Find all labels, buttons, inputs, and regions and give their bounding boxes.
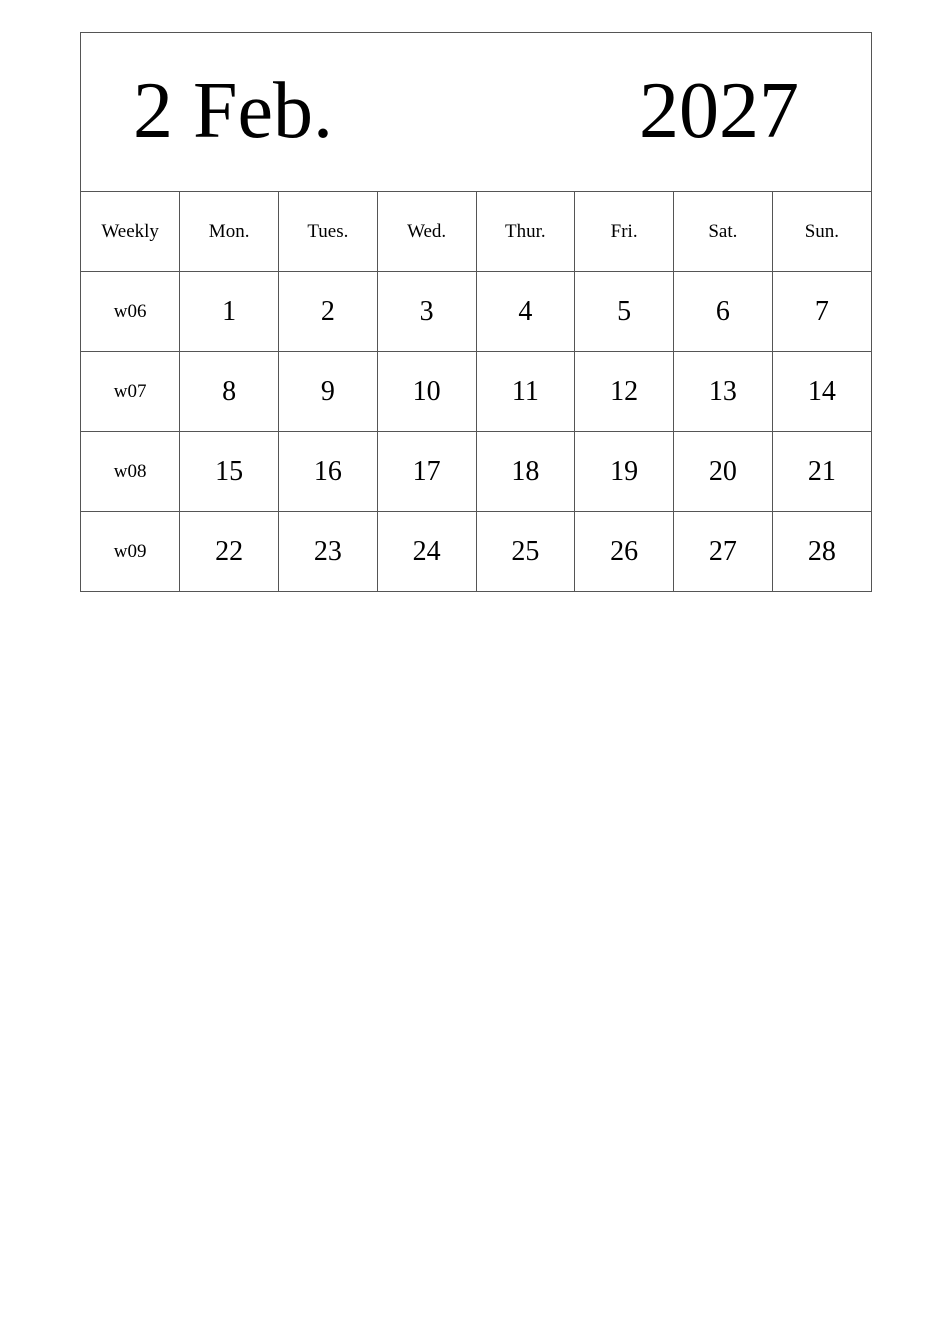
day-cell: 15 bbox=[180, 432, 279, 512]
week-number: w06 bbox=[81, 272, 180, 352]
day-cell: 4 bbox=[476, 272, 575, 352]
weekday-header-row bbox=[81, 192, 871, 272]
day-cell: 12 bbox=[575, 352, 674, 432]
day-cell: 28 bbox=[772, 512, 871, 592]
week-number: w07 bbox=[81, 352, 180, 432]
day-cell: 3 bbox=[377, 272, 476, 352]
column-header-thu: Thur. bbox=[476, 192, 575, 272]
day-cell: 27 bbox=[674, 512, 773, 592]
column-header-sat: Sat. bbox=[674, 192, 773, 272]
column-header-sun: Sun. bbox=[772, 192, 871, 272]
day-cell: 11 bbox=[476, 352, 575, 432]
week-number: w08 bbox=[81, 432, 180, 512]
week-row bbox=[81, 432, 871, 512]
column-header-mon: Mon. bbox=[180, 192, 279, 272]
day-cell: 24 bbox=[377, 512, 476, 592]
day-cell: 22 bbox=[180, 512, 279, 592]
day-cell: 10 bbox=[377, 352, 476, 432]
column-header-weekly: Weekly bbox=[81, 192, 180, 272]
day-cell: 20 bbox=[674, 432, 773, 512]
week-row bbox=[81, 352, 871, 432]
day-cell: 18 bbox=[476, 432, 575, 512]
day-cell: 16 bbox=[279, 432, 378, 512]
calendar-grid bbox=[81, 192, 871, 591]
day-cell: 5 bbox=[575, 272, 674, 352]
month-title: 2 Feb. bbox=[133, 67, 333, 155]
week-row bbox=[81, 272, 871, 352]
day-cell: 13 bbox=[674, 352, 773, 432]
day-cell: 7 bbox=[772, 272, 871, 352]
day-cell: 1 bbox=[180, 272, 279, 352]
week-number: w09 bbox=[81, 512, 180, 592]
day-cell: 2 bbox=[279, 272, 378, 352]
day-cell: 19 bbox=[575, 432, 674, 512]
day-cell: 25 bbox=[476, 512, 575, 592]
column-header-fri: Fri. bbox=[575, 192, 674, 272]
day-cell: 14 bbox=[772, 352, 871, 432]
column-header-wed: Wed. bbox=[377, 192, 476, 272]
day-cell: 9 bbox=[279, 352, 378, 432]
calendar-header bbox=[81, 33, 871, 192]
day-cell: 8 bbox=[180, 352, 279, 432]
day-cell: 23 bbox=[279, 512, 378, 592]
day-cell: 17 bbox=[377, 432, 476, 512]
year-title: 2027 bbox=[639, 67, 799, 155]
calendar bbox=[80, 32, 872, 592]
week-row bbox=[81, 512, 871, 592]
day-cell: 6 bbox=[674, 272, 773, 352]
day-cell: 26 bbox=[575, 512, 674, 592]
day-cell: 21 bbox=[772, 432, 871, 512]
column-header-tue: Tues. bbox=[279, 192, 378, 272]
